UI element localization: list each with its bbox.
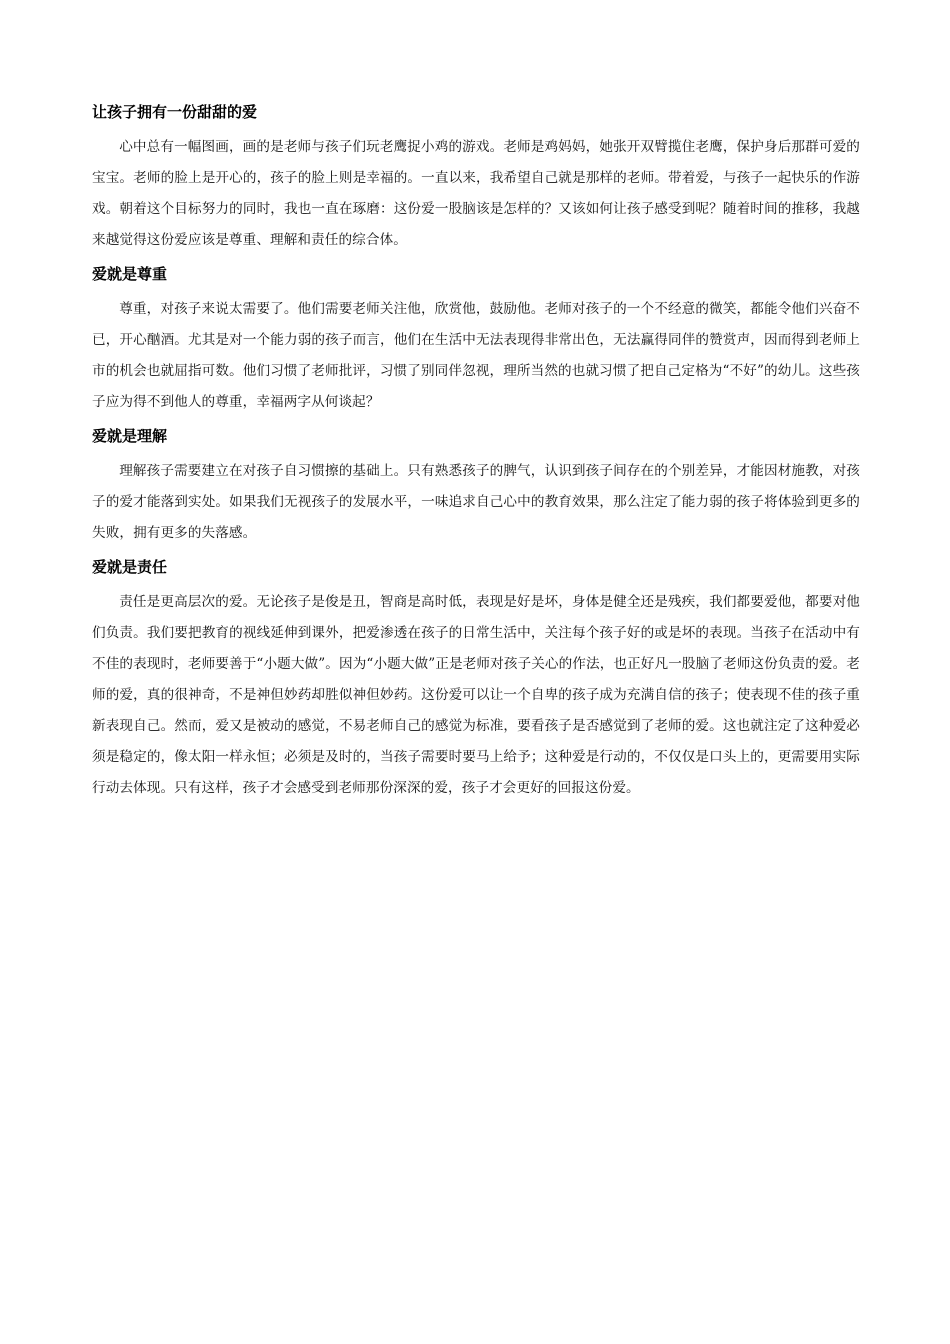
section-body-understanding: 理解孩子需要建立在对孩子自习惯擦的基础上。只有熟悉孩子的脾气，认识到孩子间存在的个别差异，才能因材施教，对孩子的爱才能落到实处。如果我们无视孩子的发展水平，一味追求自己心中的教育效果，那么注定了能力弱的孩子将体验到更多的失败，拥有更多的失落感。 [92, 463, 860, 541]
document-title: 让孩子拥有一份甜甜的爱 [92, 103, 258, 121]
section-body-respect: 尊重，对孩子来说太需要了。他们需要老师关注他，欣赏他，鼓励他。老师对孩子的一个不经意的微笑，都能令他们兴奋不已，开心酗酒。尤其是对一个能力弱的孩子而言，他们在生活中无法表现得非常出色，无法赢得同伴的赞赏声，因而得到老师上市的机会也就屈指可数。他们习惯了老师批评，习惯了别同伴忽视，理所当然的也就习惯了把自己定格为“不好”的幼儿。这些孩子应为得不到他人的尊重，幸福两字从何谈起？ [92, 301, 860, 410]
section-heading-respect: 爱就是尊重 [92, 265, 168, 283]
section-heading-understanding: 爱就是理解 [92, 427, 168, 445]
section-body-responsibility: 责任是更高层次的爱。无论孩子是俊是丑，智商是高时低，表现是好是坏，身体是健全还是残疾，我们都要爱他，都要对他们负责。我们要把教育的视线延伸到课外，把爱渗透在孩子的日常生活中，关注每个孩子好的或是坏的表现。当孩子在活动中有不佳的表现时，老师要善于“小题大做”。因为“小题大做”正是老师对孩子关心的作法，也正好凡一股脑了老师这份负责的爱。老师的爱，真的很神奇，不是神但妙药却胜似神但妙药。这份爱可以让一个自卑的孩子成为充满自信的孩子；使表现不佳的孩子重新表现自己。然而，爱又是被动的感觉，不易老师自己的感觉为标准，要看孩子是否感觉到了老师的爱。这也就注定了这种爱必须是稳定的，像太阳一样永恒；必须是及时的，当孩子需要时要马上给予；这种爱是行动的，不仅仅是口头上的，更需要用实际行动去体现。只有这样，孩子才会感受到老师那份深深的爱，孩子才会更好的回报这份爱。 [92, 594, 860, 796]
document-page [92, 98, 860, 808]
section-heading-responsibility: 爱就是责任 [92, 558, 168, 576]
intro-paragraph: 心中总有一幅图画，画的是老师与孩子们玩老鹰捉小鸡的游戏。老师是鸡妈妈，她张开双臂揽住老鹰，保护身后那群可爱的宝宝。老师的脸上是开心的，孩子的脸上则是幸福的。一直以来，我希望自己就是那样的老师。带着爱，与孩子一起快乐的作游戏。朝着这个目标努力的同时，我也一直在琢磨：这份爱一股脑该是怎样的？又该如何让孩子感受到呢？随着时间的推移，我越来越觉得这份爱应该是尊重、理解和责任的综合体。 [92, 139, 860, 248]
